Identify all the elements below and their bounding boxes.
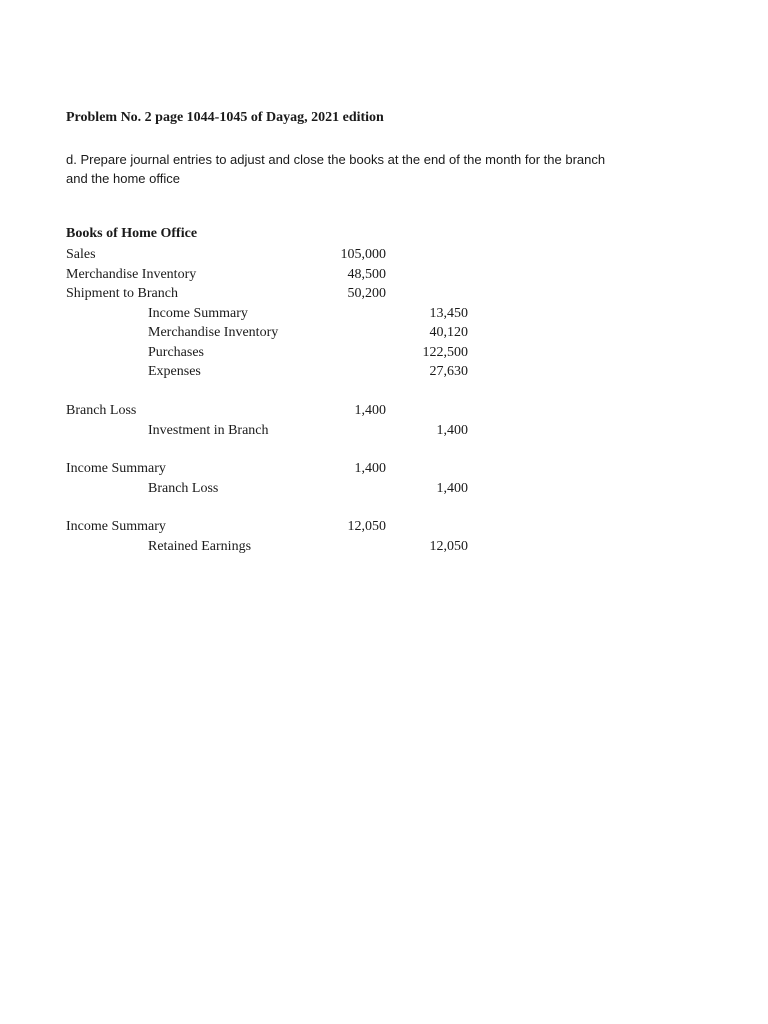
debit-amount: 1,400 — [354, 403, 386, 418]
journal-row — [0, 245, 768, 265]
debit-amount: 48,500 — [347, 266, 386, 282]
credit-amount: 122,500 — [422, 344, 468, 360]
debit-account: Branch Loss — [66, 403, 137, 418]
section-title: Books of Home Office — [66, 226, 198, 241]
credit-amount: 40,120 — [429, 325, 468, 340]
journal-row — [0, 362, 768, 382]
journal-row — [0, 304, 768, 324]
journal-row — [0, 323, 768, 343]
debit-account: Shipment to Branch — [66, 286, 178, 301]
journal-row — [0, 537, 768, 557]
credit-account: Expenses — [148, 364, 201, 379]
credit-account: Income Summary — [148, 305, 248, 321]
credit-amount: 13,450 — [429, 305, 468, 321]
debit-account: Income Summary — [66, 461, 166, 476]
journal-row — [0, 265, 768, 285]
credit-amount: 1,400 — [436, 422, 468, 438]
debit-amount: 1,400 — [354, 461, 386, 476]
debit-account: Income Summary — [66, 519, 166, 534]
credit-account: Merchandise Inventory — [148, 325, 279, 340]
debit-amount: 105,000 — [340, 247, 386, 262]
credit-amount: 12,050 — [429, 538, 468, 554]
journal-row — [0, 517, 768, 537]
journal-row — [0, 401, 768, 421]
credit-account: Investment in Branch — [148, 422, 269, 438]
journal-row — [0, 421, 768, 441]
debit-amount: 50,200 — [347, 286, 386, 301]
credit-amount: 1,400 — [436, 480, 468, 496]
journal-row — [0, 343, 768, 363]
debit-account: Sales — [66, 247, 96, 262]
credit-account: Retained Earnings — [148, 538, 252, 554]
credit-amount: 27,630 — [429, 364, 468, 379]
debit-account: Merchandise Inventory — [66, 266, 197, 282]
instruction-text: d. Prepare journal entries to adjust and close the books at the end of the month for the branch and the home office — [66, 152, 606, 186]
journal-row — [0, 479, 768, 499]
page-title: Problem No. 2 page 1044-1045 of Dayag, 2021 edition — [66, 110, 384, 125]
credit-account: Branch Loss — [148, 480, 219, 496]
journal-row — [0, 284, 768, 304]
debit-amount: 12,050 — [347, 519, 386, 534]
credit-account: Purchases — [148, 344, 204, 360]
journal-row — [0, 459, 768, 479]
